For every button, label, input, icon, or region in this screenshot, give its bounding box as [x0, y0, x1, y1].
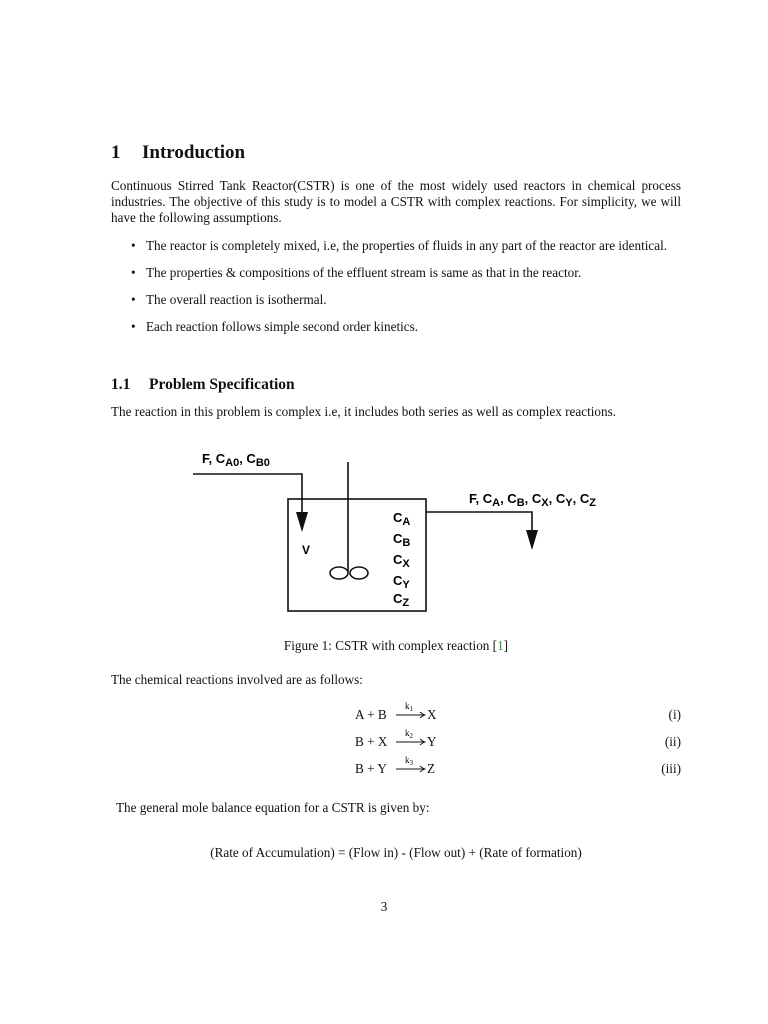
list-item: • Each reaction follows simple second order kinetics. [131, 319, 419, 334]
conc-label-a: $C_A$ [393, 510, 411, 528]
rate-constant: $k_2$ [405, 728, 413, 740]
bullet-text: The reactor is completely mixed, i.e, the properties of fluids in any part of the reactor are identical. [146, 238, 668, 253]
reaction-product: X [427, 707, 437, 722]
outlet-arrow [526, 530, 538, 550]
reaction-product: Y [427, 734, 437, 749]
bullet-text: The properties & compositions of the effluent stream is same as that in the reactor. [146, 265, 582, 280]
inlet-pipe [193, 474, 302, 528]
outlet-pipe [426, 512, 532, 536]
cstr-diagram [190, 440, 620, 620]
reactions-intro: The chemical reactions involved are as follows: [111, 672, 363, 687]
impeller-right [350, 567, 368, 579]
reaction-lhs: A + B [355, 707, 387, 722]
equation-tag: (iii) [661, 761, 681, 776]
subsection-paragraph: The reaction in this problem is complex i.e, it includes both series as well as complex reactions. [111, 404, 617, 419]
section-title-text: Introduction [142, 142, 246, 163]
reaction-arrow-icon [394, 727, 427, 749]
reaction-3 [111, 757, 681, 779]
caption-suffix: ] [503, 638, 509, 653]
rate-constant: $k_3$ [405, 755, 413, 767]
reaction-arrow-icon [394, 700, 427, 722]
reaction-arrow-icon [394, 754, 427, 776]
outlet-label: F, $C_A$, $C_B$, $C_X$, $C_Y$, $C_Z$ [469, 491, 596, 509]
subsection-title-text: Problem Specification [149, 376, 295, 393]
page-number: 3 [380, 899, 388, 914]
inlet-label: F, $C_{A0}$, $C_{B0}$ [202, 451, 270, 469]
equation-tag: (ii) [664, 734, 681, 749]
reaction-2 [111, 730, 681, 752]
mole-balance-equation: (Rate of Accumulation) = (Flow in) - (Flow out) + (Rate of formation) [210, 845, 582, 860]
list-item: • The properties & compositions of the effluent stream is same as that in the reactor. [131, 265, 582, 280]
figure-caption [111, 638, 681, 654]
assumptions-list [111, 238, 681, 346]
bullet-text: The overall reaction is isothermal. [146, 292, 327, 307]
mole-balance-intro: The general mole balance equation for a CSTR is given by: [116, 800, 430, 815]
caption-text: Figure 1: CSTR with complex reaction [ [283, 638, 498, 653]
inlet-arrow [296, 512, 308, 532]
reaction-product: Z [427, 761, 436, 776]
conc-label-z: $C_Z$ [393, 591, 410, 609]
subsection-title [111, 376, 295, 394]
subsection-number: 1.1 [111, 376, 131, 393]
reaction-lhs: B + X [355, 734, 388, 749]
list-item: • The reactor is completely mixed, i.e, the properties of fluids in any part of the reactor are identical. [131, 238, 668, 253]
equation-tag: (i) [668, 707, 681, 722]
impeller-left [330, 567, 348, 579]
rate-constant: $k_1$ [405, 701, 413, 713]
reaction-lhs: B + Y [355, 761, 387, 776]
conc-label-b: $C_B$ [393, 531, 411, 549]
volume-label: V [302, 543, 311, 557]
citation-link[interactable]: 1 [497, 638, 504, 653]
bullet-text: Each reaction follows simple second order kinetics. [146, 319, 419, 334]
reaction-1 [111, 703, 681, 725]
list-item: • The overall reaction is isothermal. [131, 292, 327, 307]
conc-label-y: $C_Y$ [393, 573, 410, 591]
section-number: 1 [111, 142, 121, 163]
section-title [111, 142, 245, 164]
conc-label-x: $C_X$ [393, 552, 410, 570]
intro-paragraph: Continuous Stirred Tank Reactor(CSTR) is one of the most widely used reactors in chemical process industries. The objective of this study is to model a CSTR with complex reactions. For simplicity, we will have the following assumptions. [111, 178, 681, 225]
